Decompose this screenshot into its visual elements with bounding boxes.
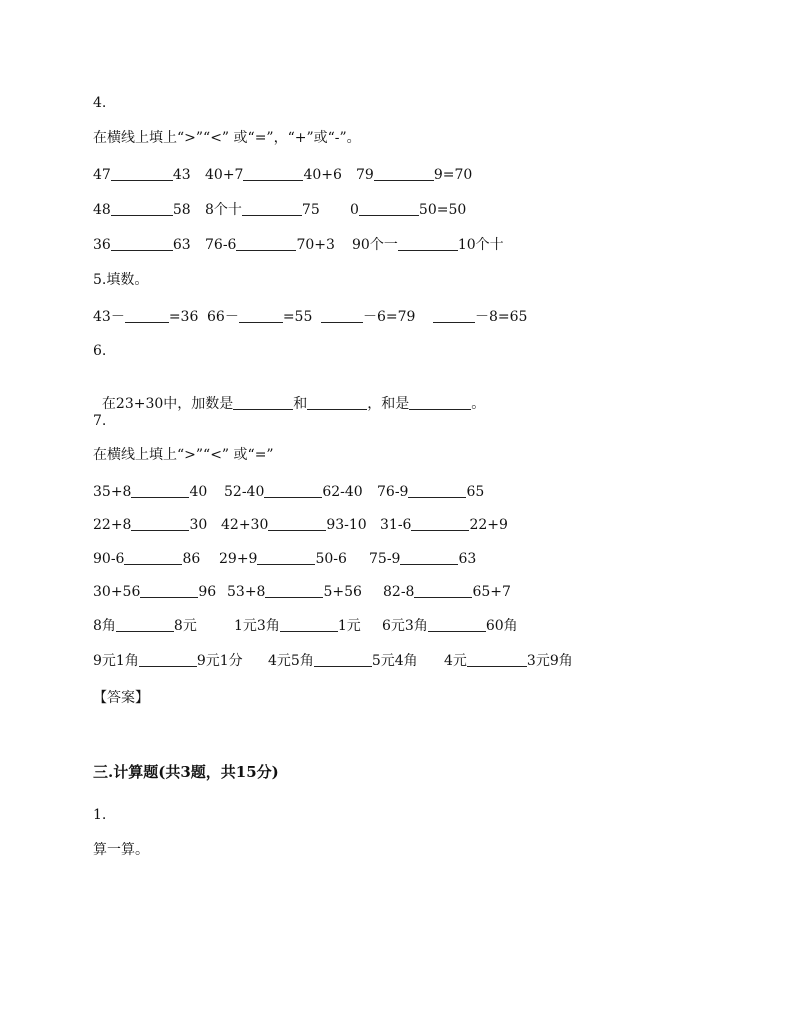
q7-r4-a1: 30+56 [93,584,141,600]
q4-r1-b3: 9=70 [433,167,473,183]
q7-r2-a1: 22+8 [93,517,132,533]
answer-blank[interactable] [116,617,174,632]
answer-blank[interactable] [264,483,322,498]
q4-r1-a2: 40+7 [205,167,244,183]
q4-r2-b2: 75 [301,202,320,218]
q7-r5-b1: 8元 [173,618,197,634]
answer-blank[interactable] [268,516,326,531]
q4-r3-a1: 36 [93,237,111,253]
answer-blank[interactable] [265,583,323,598]
q7-r3-a2: 29+9 [219,551,258,567]
answer-blank[interactable] [233,395,293,410]
q7-r4-b2: 5+56 [323,584,362,600]
q6-part-3: ，和是 [367,396,410,412]
q5-item-2: =36 [168,309,199,325]
q7-r5-a1: 8角 [93,618,116,634]
q7-r4-b3: 65+7 [472,584,511,600]
answer-blank[interactable] [409,395,471,410]
answer-blank[interactable] [467,652,527,667]
q7-number: 7. [93,413,107,429]
answer-blank[interactable] [321,308,363,323]
answer-blank[interactable] [242,201,302,216]
q7-r2-a2: 42+30 [221,517,269,533]
q6-part-2: 和 [293,396,308,412]
q4-r3-b3: 10个十 [457,237,504,253]
q7-r3-b2: 50-6 [315,551,347,567]
q4-r2-a1: 48 [93,202,111,218]
answer-blank[interactable] [111,166,173,181]
s3-q1-prompt: 算一算。 [93,842,149,858]
q7-prompt: 在横线上填上“>”“<” 或“=” [93,447,274,463]
q7-r1-a3: 76-9 [377,484,409,500]
q4-prompt: 在横线上填上“>”“<” 或“=”，“+”或“-”。 [93,130,361,146]
q7-r4-a3: 82-8 [383,584,415,600]
answer-blank[interactable] [243,166,303,181]
q4-r3-a2: 76-6 [205,237,237,253]
answer-blank[interactable] [400,550,458,565]
q4-r2-a3: 0 [350,202,359,218]
q4-r1-b2: 40+6 [303,167,342,183]
q4-number: 4. [93,95,107,111]
answer-blank[interactable] [239,308,283,323]
q5-item-6: －8=65 [475,309,528,325]
q4-r2-b1: 58 [172,202,191,218]
q7-r2-a3: 31-6 [380,517,412,533]
q5-title: 5.填数。 [93,272,149,288]
q7-r6-b3: 3元9角 [526,653,573,669]
q4-r3-b2: 70+3 [296,237,335,253]
answer-blank[interactable] [433,308,475,323]
q5-item-4: =55 [282,309,313,325]
answer-blank[interactable] [257,550,315,565]
answer-blank[interactable] [428,617,486,632]
q7-r2-b3: 22+9 [469,517,508,533]
q7-r5-b2: 1元 [337,618,361,634]
q7-r6-b1: 9元1分 [196,653,243,669]
q7-r4-b1: 96 [198,584,217,600]
answer-blank[interactable] [124,550,182,565]
q7-r2-b1: 30 [189,517,208,533]
q4-r1-b1: 43 [172,167,191,183]
answer-blank[interactable] [374,166,434,181]
q4-r1-a1: 47 [93,167,111,183]
q5-item-1: 43－ [93,309,125,325]
q7-r3-a1: 90-6 [93,551,125,567]
q6-part-1: 在23+30中，加数是 [101,396,234,412]
q7-r5-a2: 1元3角 [234,618,280,634]
q4-r3-b1: 63 [172,237,191,253]
q6-part-4: 。 [471,396,486,412]
answer-blank[interactable] [408,483,466,498]
q7-r1-b3: 65 [466,484,485,500]
q7-r5-b3: 60角 [485,618,518,634]
q7-r3-a3: 75-9 [369,551,401,567]
q7-r2-b2: 93-10 [326,517,367,533]
q7-r1-a2: 52-40 [224,484,265,500]
answer-blank[interactable] [111,236,173,251]
answer-blank[interactable] [111,201,173,216]
q6-sentence [93,377,485,413]
answer-blank[interactable] [307,395,367,410]
answer-blank[interactable] [359,201,419,216]
q7-r5-a3: 6元3角 [382,618,428,634]
q7-r1-a1: 35+8 [93,484,132,500]
section-heading: 三.计算题(共3题，共15分) [93,763,279,781]
q5-item-5: －6=79 [363,309,416,325]
q7-r1-b2: 62-40 [322,484,363,500]
q4-r3-a3: 90个一 [352,237,398,253]
answer-blank[interactable] [131,483,189,498]
q7-r4-a2: 53+8 [227,584,266,600]
q7-r6-b2: 5元4角 [371,653,418,669]
q4-r1-a3: 79 [356,167,374,183]
answer-blank[interactable] [140,583,198,598]
q7-r6-a2: 4元5角 [268,653,314,669]
q7-r1-b1: 40 [189,484,208,500]
q4-r2-a2: 8个十 [205,202,242,218]
answer-blank[interactable] [131,516,189,531]
answer-label: 【答案】 [93,690,149,706]
q5-item-3: 66－ [207,309,239,325]
answer-blank[interactable] [314,652,372,667]
answer-blank[interactable] [398,236,458,251]
answer-blank[interactable] [414,583,472,598]
s3-q1-number: 1. [93,807,107,823]
q7-r6-a3: 4元 [444,653,467,669]
answer-blank[interactable] [280,617,338,632]
answer-blank[interactable] [236,236,296,251]
q6-number: 6. [93,343,107,359]
q7-r6-a1: 9元1角 [93,653,139,669]
q7-r3-b3: 63 [458,551,477,567]
answer-blank[interactable] [411,516,469,531]
answer-blank[interactable] [139,652,197,667]
q4-r2-b3: 50=50 [418,202,467,218]
q7-r3-b1: 86 [182,551,201,567]
answer-blank[interactable] [125,308,169,323]
